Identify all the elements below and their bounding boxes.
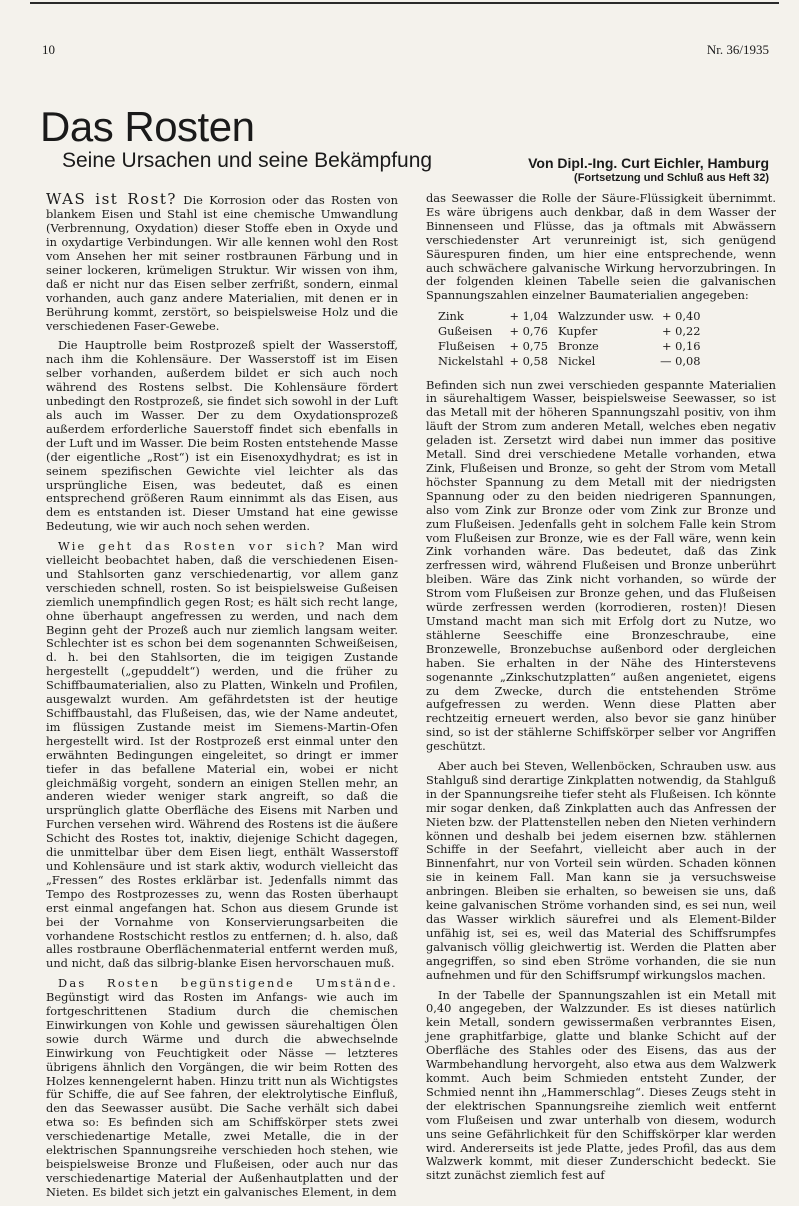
table-cell: + 0,22 bbox=[661, 324, 701, 339]
header-rule bbox=[30, 2, 779, 4]
article-title: Das Rosten bbox=[40, 103, 255, 150]
author-byline: Von Dipl.-Ing. Curt Eichler, Hamburg bbox=[528, 155, 769, 171]
table-row bbox=[438, 324, 701, 339]
paragraph: Befinden sich nun zwei verschieden gespannte Materialien in säurehaltigem Wasser, beispielsweise Seewasser, so ist das Metall mit der höheren Spannungszahl positiv, von ihm läuft der Strom zum anderen Metall, welches eben negativ geladen ist. Zersetzt wird dabei nun immer das positive Metall. Sind drei verschiedene Metalle vorhanden, etwa Zink, Flußeisen und Bronze, so geht der Strom vom Metall höchster Spannung zu dem Metall mit der niedrigsten Spannung oder zu den beiden niedrigeren Spannungen, also vom Zink zur Bronze oder vom Zink zur Bronze und zum Flußeisen. Jedenfalls geht in solchem Falle kein Strom vom Flußeisen zur Bronze, wie es der Fall wäre, wenn kein Zink vorhanden wäre. Das bedeutet, daß das Zink zerfressen wird, während Flußeisen und Bronze unberührt bleiben. Wäre das Zink nicht vorhanden, so würde der Strom vom Flußeisen zur Bronze gehen, und das Flußeisen würde zerfressen werden (korrodieren, rosten)! Diesen Umstand macht man sich mit Erfolg dort zu Nutze, wo stählerne Seeschiffe eine Bronzeschraube, eine Bronzewelle, Bronzebuchse außenbord oder dergleichen haben. Sie erhalten in der Nähe des Hinterstevens sogenannte „Zinkschutzplatten“ außen angenietet, eigens zu dem Zwecke, durch die entstehenden Ströme aufgefressen zu werden. Wenn diese Platten aber rechtzeitig erneuert werden, also bevor sie ganz hinüber sind, so ist der stählerne Schiffskörper selber vor Angriffen geschützt. bbox=[426, 377, 776, 754]
page-number: 10 bbox=[42, 42, 55, 57]
table-cell: — 0,08 bbox=[660, 353, 701, 368]
table-cell: + 0,76 bbox=[509, 324, 548, 339]
issue-number: Nr. 36/1935 bbox=[706, 42, 769, 57]
table-cell: + 1,04 bbox=[509, 309, 548, 324]
paragraph-text: Begünstigt wird das Rosten im Anfangs- wie auch im fortgeschrittenen Stadium durch die chemischen Einwirkungen von Kohle und gewissen säurehaltigen Ölen sowie durch Wärme und durch die abwechselnde Einwirkung von Feuchtigkeit oder Nässe — letzteres übrigens ähnlich den Vorgängen, die wir beim Rotten des Holzes kennengelernt haben. Hinzu tritt nun als Wichtigstes für Schiffe, die auf See fahren, der elektrolytische Einfluß, den das Seewasser ausübt. Die Sache verhält sich dabei etwa so: Es befinden sich am Schiffskörper stets zwei verschiedenartige Metalle, zwei Metalle, die in der elektrischen Spannungsreihe verschieden hoch stehen, wie beispielsweise Bronze und Flußeisen, oder auch nur das verschiedenartige Material der Außenhautplatten und der Nieten. Es bildet sich jetzt ein galvanisches Element, in dem bbox=[46, 990, 398, 1199]
paragraph-text: Die Korrosion oder das Rosten von blankem Eisen und Stahl ist eine chemische Umwandlung (Verbrennung, Oxydation) dieser Stoffe eben in Oxyde und in oxydartige Verbindungen. Wir alle kennen wohl den Rost vom Ansehen her mit seiner rostbraunen Färbung und in seiner lockeren, krümeligen Struktur. Wir wissen von ihm, daß er nicht nur das Eisen selber zerfrißt, sondern, einmal vorhanden, auch ganz andere Materialien, mit denen er in Berührung kommt, zerstört, so beispielsweise Holz und die verschiedenen Faser-Gewebe. bbox=[46, 193, 398, 333]
table-row bbox=[438, 339, 701, 354]
table-cell: Walzzunder usw. bbox=[558, 309, 655, 324]
table-cell: Zink bbox=[438, 309, 464, 324]
article-subtitle: Seine Ursachen und seine Bekämpfung bbox=[62, 149, 433, 172]
table-cell: Bronze bbox=[558, 338, 599, 353]
left-column bbox=[46, 190, 398, 1206]
voltage-table bbox=[438, 309, 701, 368]
paragraph bbox=[46, 977, 398, 1200]
table-row bbox=[438, 309, 701, 324]
table-cell: Kupfer bbox=[558, 324, 598, 339]
right-column bbox=[426, 192, 776, 1189]
byline-block bbox=[528, 155, 769, 185]
paragraph: Aber auch bei Steven, Wellenböcken, Schrauben usw. aus Stahlguß sind derartige Zinkplatten notwendig, da Stahlguß in der Spannungsreihe tiefer steht als Flußeisen. Ich könnte mir sogar denken, daß Zinkplatten auch das Anfressen der Nieten bzw. der Plattenstellen neben den Nieten verhindern können und deshalb bei jedem eisernen bzw. stählernen Schiffe in der Seefahrt, vielleicht aber auch in der Binnenfahrt, nur von Vorteil sein würden. Schaden können sie in keinem Fall. Man kann sie ja versuchsweise anbringen. Bleiben sie erhalten, so beweisen sie uns, daß keine galvanischen Ströme vorhanden sind, es sei nun, weil das Wasser wirklich säurefrei und als Element-Bilder unfähig ist, sei es, weil das Material des Schiffsrumpfes galvanisch völlig gleichwertig ist. Werden die Platten aber angegriffen, so sind eben Ströme vorhanden, die sie nun aufnehmen und für den Schiffsrumpf wirkungslos machen. bbox=[426, 759, 776, 982]
continuation-note: (Fortsetzung und Schluß aus Heft 32) bbox=[574, 171, 769, 184]
table-cell: Gußeisen bbox=[438, 324, 493, 339]
paragraph-text: Man wird vielleicht beobachtet haben, daß die verschiedenen Eisen- und Stahlsorten ganz verschiedenartig, vor allem ganz verschieden schnell, rosten. So ist beispielsweise Gußeisen ziemlich unempfindlich gegen Rost; es hält sich recht lange, ohne überhaupt angefressen zu werden, und nach dem Beginn geht der Prozeß auch nur ziemlich langsam weiter. Schlechter ist es schon bei dem sogenannten Schweißeisen, d. h. bei den Stahlsorten, die im teigigen Zustande hergestellt („gepuddelt“) werden, und die früher zu Schiffbaumaterialien, also zu Platten, Winkeln und Profilen, ausgewalzt wurden. Am gefährdetsten ist der heutige Schiffbaustahl, das Flußeisen, das, wie der Name andeutet, im flüssigen Zustande meist im Siemens-Martin-Ofen hergestellt wird. Ist der Rostprozeß erst einmal unter den erwähnten Bedingungen eingeleitet, so dringt er immer tiefer in das befallene Material ein, wobei er nicht gleichmäßig vorgeht, sondern an einigen Stellen mehr, an anderen wieder weniger stark angreift, so daß die ursprünglich glatte Oberfläche des Eisens mit Narben und Furchen versehen wird. Während des Rostens ist die äußere Schicht des Rostes tot, inaktiv, diejenige Schicht dagegen, die unmittelbar über dem Eisen liegt, enthält Wasserstoff und Kohlensäure und ist stark aktiv, wodurch vielleicht das „Fressen“ des Rostes erklärbar ist. Jedenfalls nimmt das Tempo des Rostprozesses zu, wenn das Rosten überhaupt erst einmal angefangen hat. Schon aus diesem Grunde ist bei der Vornahme von Konservierungsarbeiten die vorhandene Rostschicht restlos zu entfernen; d. h. also, daß alles rostbraune Oberflächenmaterial entfernt werden muß, und nicht, daß das silbrig-blanke Eisen hervorschauen muß. bbox=[46, 539, 398, 971]
table-cell: + 0,16 bbox=[661, 338, 701, 353]
section-heading: Wie geht das Rosten vor sich? bbox=[58, 539, 327, 554]
paragraph: In der Tabelle der Spannungszahlen ist ein Metall mit 0,40 angegeben, der Walzzunder. Es ist dieses natürlich kein Metall, sondern gewissermaßen verbranntes Eisen, jene graphitfarbige, glatte und blanke Schicht auf der Oberfläche des Stahles oder des Eisens, das aus der Warmbehandlung hervorgeht, also etwa aus dem Walzwerk kommt. Auch beim Schmieden entsteht Zunder, der Schmied nennt ihn „Hammerschlag“. Dieses Zeugs steht in der elektrischen Spannungsreihe ziemlich weit entfernt vom Flußeisen und zwar unterhalb von diesem, wodurch uns seine Gefährlichkeit für den Schiffskörper klar werden wird. Andererseits ist jede Platte, jedes Profil, das aus dem Walzwerk kommt, mit dieser Zunderschicht bedeckt. Sie sitzt zunächst ziemlich fest auf bbox=[426, 987, 776, 1183]
table-cell: Nickelstahl bbox=[438, 353, 504, 368]
table-cell: + 0,40 bbox=[661, 309, 701, 324]
paragraph bbox=[46, 540, 398, 971]
table-cell: Flußeisen bbox=[438, 338, 495, 353]
paragraph bbox=[46, 190, 398, 333]
table-cell: Nickel bbox=[558, 353, 596, 368]
section-heading: Das Rosten begünstigende Umstände. bbox=[58, 976, 398, 991]
lead-in: WAS ist Rost? bbox=[46, 190, 177, 208]
table-cell: + 0,75 bbox=[509, 338, 548, 353]
table-row bbox=[438, 354, 701, 369]
table-cell: + 0,58 bbox=[509, 353, 548, 368]
paragraph: Die Hauptrolle beim Rostprozeß spielt der Wasserstoff, nach ihm die Kohlensäure. Der Wasserstoff ist im Eisen selber vorhanden, außerdem bildet er sich auch noch während des Rostens selbst. Die Kohlensäure fördert unbedingt den Rostprozeß, sie findet sich sowohl in der Luft als auch im Wasser. Der zu dem Oxydationsprozeß außerdem erforderliche Sauerstoff findet sich ebenfalls in der Luft und im Wasser. Die beim Rosten entstehende Masse (der eigentliche „Rost“) ist ein Eisenoxydhydrat; es ist in seinem spezifischen Gewichte viel leichter als das ursprüngliche Eisen, was bedeutet, daß es einen entsprechend größeren Raum einnimmt als das Eisen, aus dem es entstanden ist. Dieser Umstand hat eine gewisse Bedeutung, wie wir auch noch sehen werden. bbox=[46, 338, 398, 534]
paragraph: das Seewasser die Rolle der Säure-Flüssigkeit übernimmt. Es wäre übrigens auch denkbar, daß in dem Wasser der Binnenseen und Flüsse, das ja oftmals mit Abwässern verschiedenster Art verunreinigt ist, sich genügend Säurespuren finden, um hier eine entsprechende, wenn auch schwächere galvanische Wirkung hervorzubringen. In der folgenden kleinen Tabelle seien die galvanischen Spannungszahlen einzelner Baumaterialien angegeben: bbox=[426, 191, 776, 303]
